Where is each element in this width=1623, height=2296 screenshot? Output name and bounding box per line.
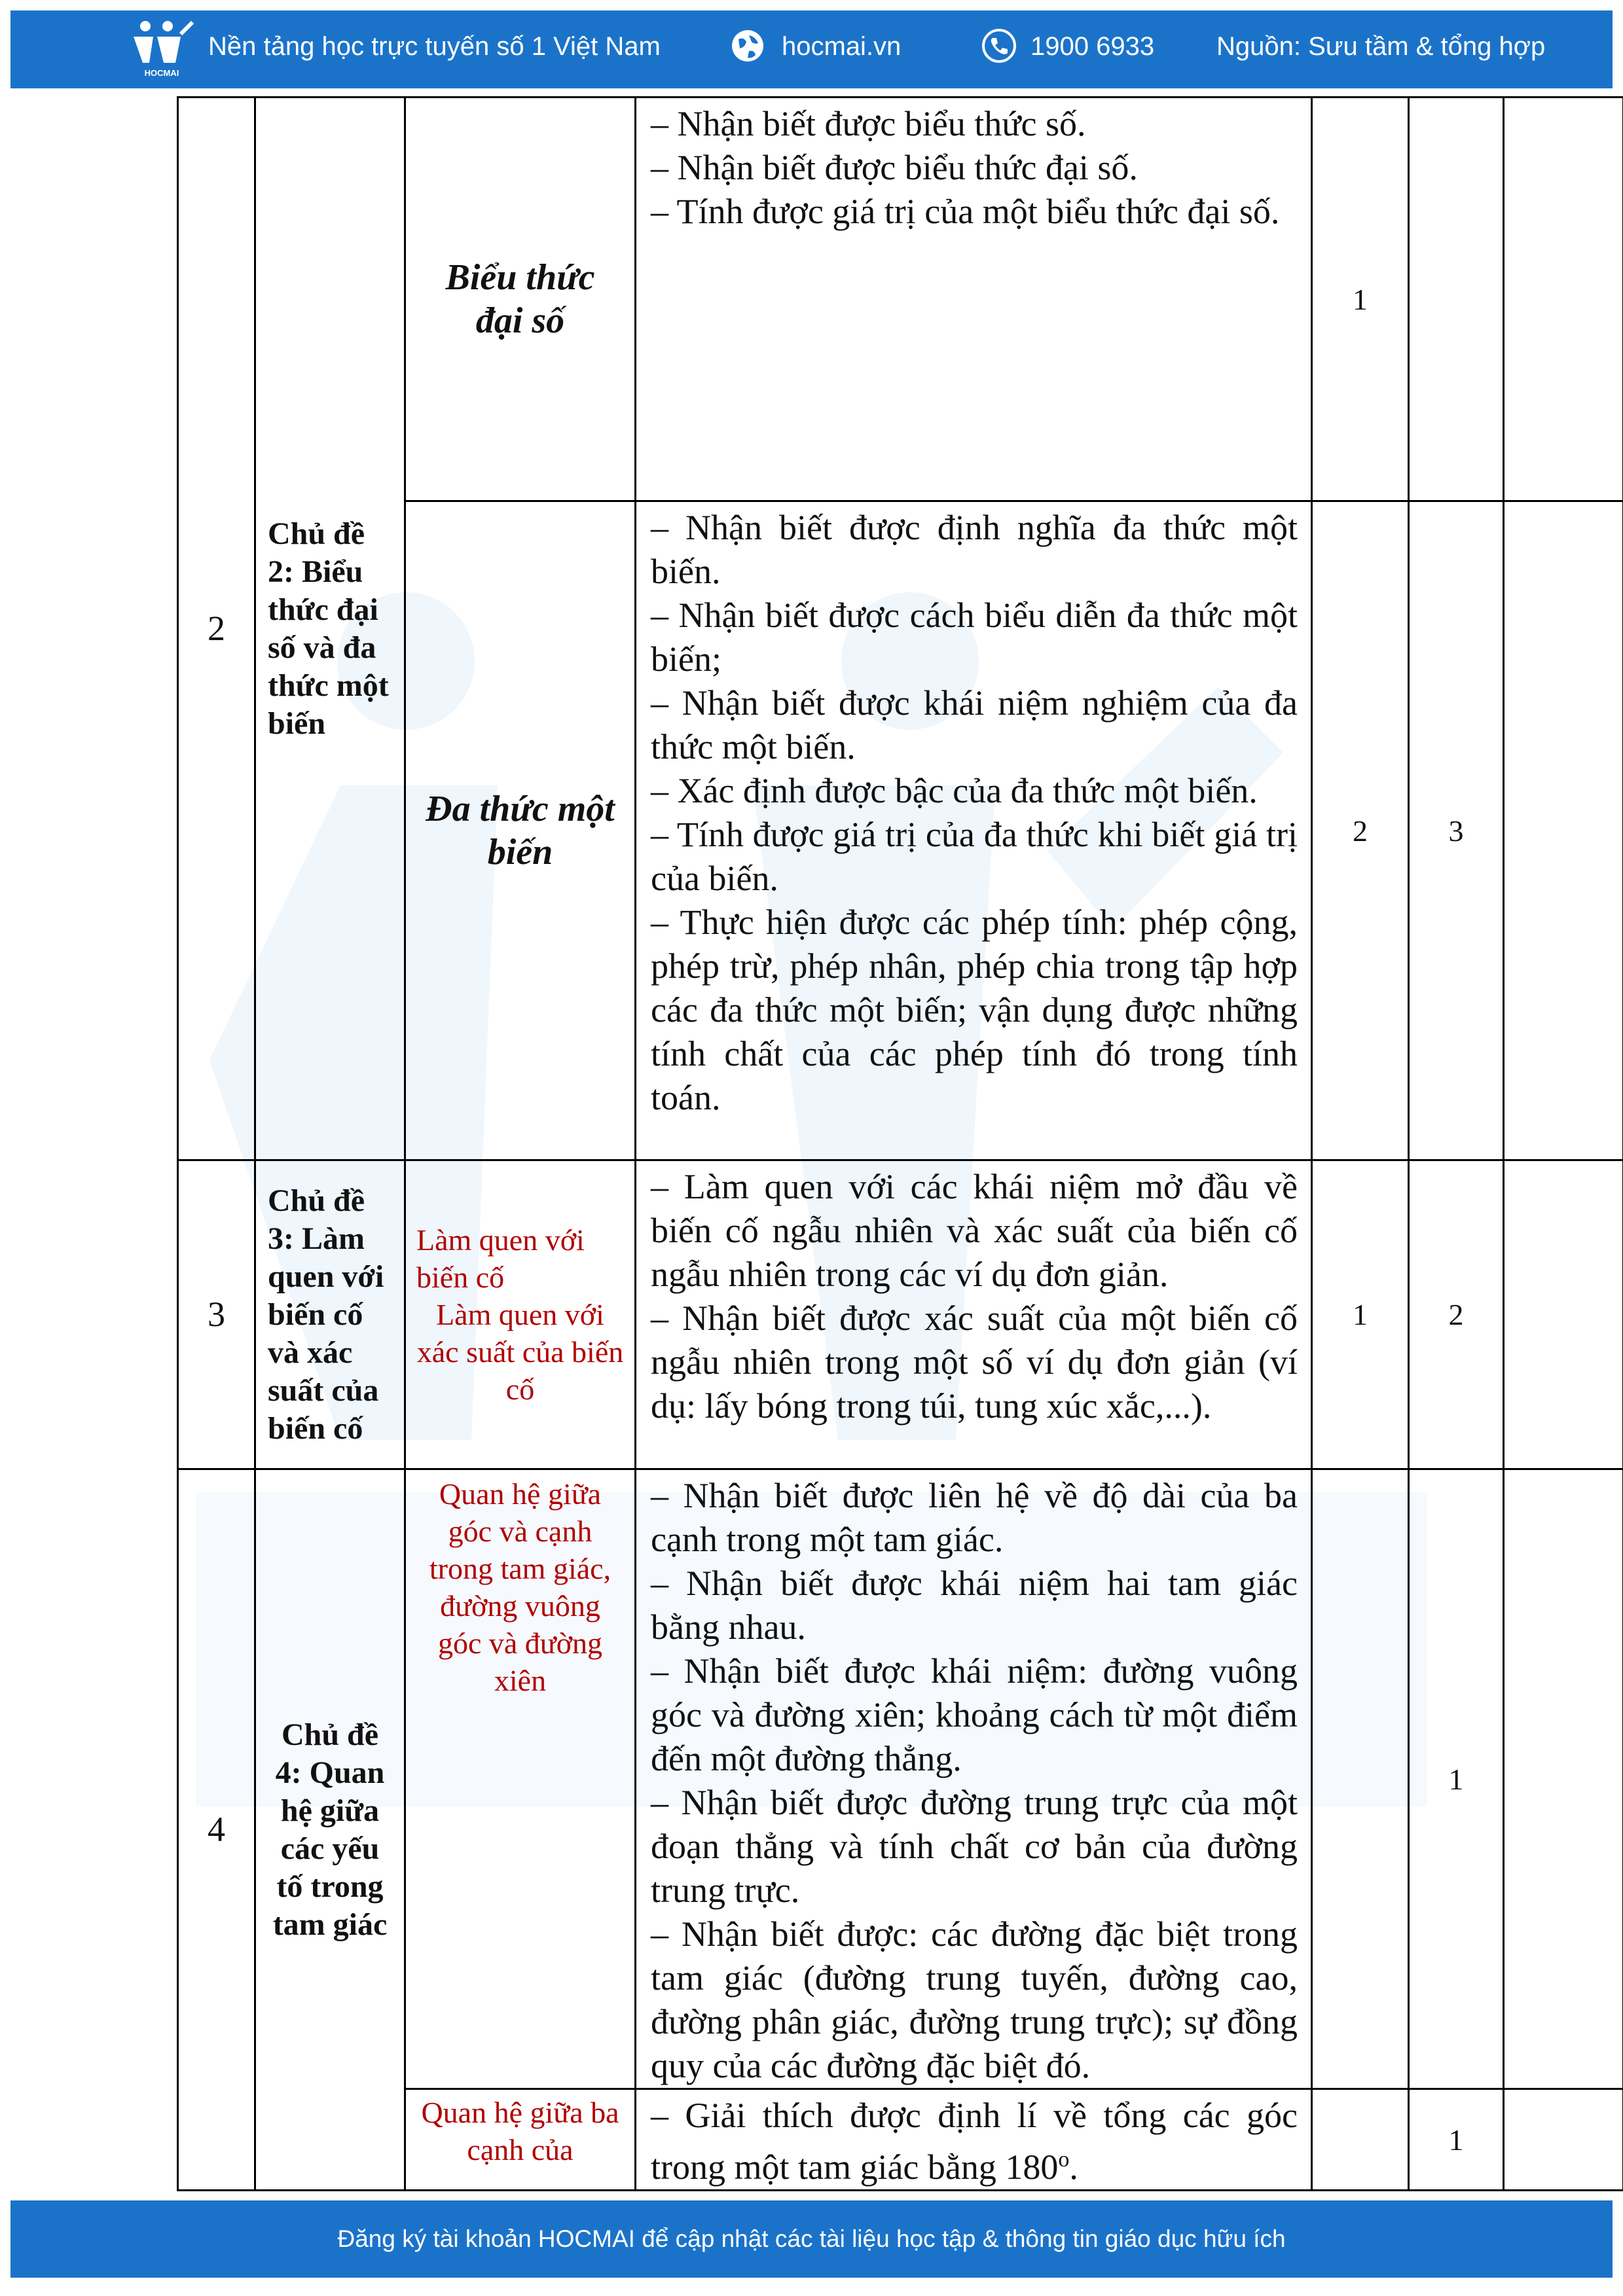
content-line: [651, 2094, 1298, 2189]
content-end: .: [1069, 2147, 1078, 2187]
count-cell-1: [1312, 1469, 1409, 2089]
count-cell-1: [1312, 2089, 1409, 2191]
empty-cell: [1504, 98, 1623, 501]
unit-name: Quan hệ giữa ba cạnh của: [405, 2089, 636, 2191]
content-line: – Nhận biết được khái niệm hai tam giác bằng nhau.: [651, 1564, 1298, 1647]
header-source: Nguồn: Sưu tầm & tổng hợp: [1216, 32, 1546, 61]
row-number: 3: [178, 1160, 255, 1469]
table-row: [178, 1160, 1623, 1469]
count-cell-2: 3: [1409, 501, 1504, 1160]
header-bar: [10, 10, 1613, 88]
content-line: – Thực hiện được các phép tính: phép cộng, phép trừ, phép nhân, phép chia trong tập hợp các đa thức một biến; vận dụng được những tính chất của các phép tính đó trong tính toán.: [651, 903, 1298, 1117]
content-line: – Nhận biết được liên hệ về độ dài của ba cạnh trong một tam giác.: [651, 1476, 1298, 1559]
content-line: – Nhận biết được định nghĩa đa thức một biến.: [651, 508, 1298, 591]
exam-matrix-table: [177, 96, 1623, 2191]
table-row: [178, 1469, 1623, 2089]
footer-text[interactable]: Đăng ký tài khoản HOCMAI để cập nhật các tài liệu học tập & thông tin giáo dục hữu ích: [337, 2225, 1286, 2252]
topic-cell: Chủ đề 3: Làm quen với biến cố và xác suất của biến cố: [255, 1160, 405, 1469]
unit-name: Quan hệ giữa góc và cạnh trong tam giác, đường vuông góc và đường xiên: [405, 1469, 636, 2089]
content-cell: [636, 98, 1312, 501]
phone-icon: [981, 27, 1017, 64]
empty-cell: [1504, 1160, 1623, 1469]
count-cell-1: 1: [1312, 1160, 1409, 1469]
globe-icon: [729, 27, 766, 64]
topic-cell: Chủ đề 2: Biểu thức đại số và đa thức một biến: [255, 98, 405, 1160]
content-line: – Làm quen với các khái niệm mở đầu về biến cố ngẫu nhiên và xác suất của biến cố ngẫu nhiên trong các ví dụ đơn giản.: [651, 1167, 1298, 1294]
unit-name-line: Làm quen với xác suất của biến cố: [416, 1298, 624, 1406]
empty-cell: [1504, 1469, 1623, 2089]
count-cell-2: 2: [1409, 1160, 1504, 1469]
topic-cell: Chủ đề 4: Quan hệ giữa các yếu tố trong tam giác: [255, 1469, 405, 2191]
unit-name-line: Làm quen với biến cố: [416, 1223, 585, 1294]
content-line: – Tính được giá trị của đa thức khi biết giá trị của biến.: [651, 815, 1298, 898]
content-line: – Tính được giá trị của một biểu thức đại số.: [651, 192, 1280, 231]
content-text: – Giải thích được định lí về tổng các góc trong một tam giác bằng 180: [651, 2096, 1298, 2187]
count-cell-2: 1: [1409, 1469, 1504, 2089]
unit-name: Biểu thức đại số: [405, 98, 636, 501]
content-cell: [636, 1469, 1312, 2089]
table-row: [178, 98, 1623, 501]
row-number: 4: [178, 1469, 255, 2191]
content-line: – Nhận biết được đường trung trực của một đoạn thẳng và tính chất cơ bản của đường trung trực.: [651, 1783, 1298, 1910]
content-line: – Nhận biết được khái niệm: đường vuông góc và đường xiên; khoảng cách từ một điểm đến một đường thẳng.: [651, 1651, 1298, 1778]
content-line: – Nhận biết được cách biểu diễn đa thức một biến;: [651, 596, 1298, 679]
footer-bar[interactable]: [10, 2200, 1613, 2278]
count-cell-1: 2: [1312, 501, 1409, 1160]
content-cell: [636, 501, 1312, 1160]
unit-name: [405, 1160, 636, 1469]
content-line: – Xác định được bậc của đa thức một biến.: [651, 771, 1258, 810]
empty-cell: [1504, 501, 1623, 1160]
logo-text: HOCMAI: [144, 68, 179, 78]
header-website[interactable]: hocmai.vn: [782, 32, 902, 61]
content-cell: [636, 2089, 1312, 2191]
header-hotline[interactable]: 1900 6933: [1030, 32, 1155, 61]
count-cell-1: 1: [1312, 98, 1409, 501]
empty-cell: [1504, 2089, 1623, 2191]
count-cell-2: 1: [1409, 2089, 1504, 2191]
content-line: – Nhận biết được biểu thức đại số.: [651, 148, 1138, 187]
count-cell-2: [1409, 98, 1504, 501]
content-line: – Nhận biết được biểu thức số.: [651, 104, 1086, 143]
content-line: – Nhận biết được xác suất của một biến cố ngẫu nhiên trong một số ví dụ đơn giản (ví dụ: lấy bóng trong túi, tung xúc xắc,...).: [651, 1299, 1298, 1426]
degree-superscript: o: [1058, 2147, 1070, 2172]
row-number: 2: [178, 98, 255, 1160]
content-line: – Nhận biết được khái niệm nghiệm của đa thức một biến.: [651, 683, 1298, 766]
header-slogan: Nền tảng học trực tuyến số 1 Việt Nam: [208, 32, 661, 61]
unit-name: Đa thức một biến: [405, 501, 636, 1160]
content-line: – Nhận biết được: các đường đặc biệt trong tam giác (đường trung tuyến, đường cao, đường phân giác, đường trung trực); sự đồng quy của các đường đặc biệt đó.: [651, 1914, 1298, 2085]
content-cell: [636, 1160, 1312, 1469]
